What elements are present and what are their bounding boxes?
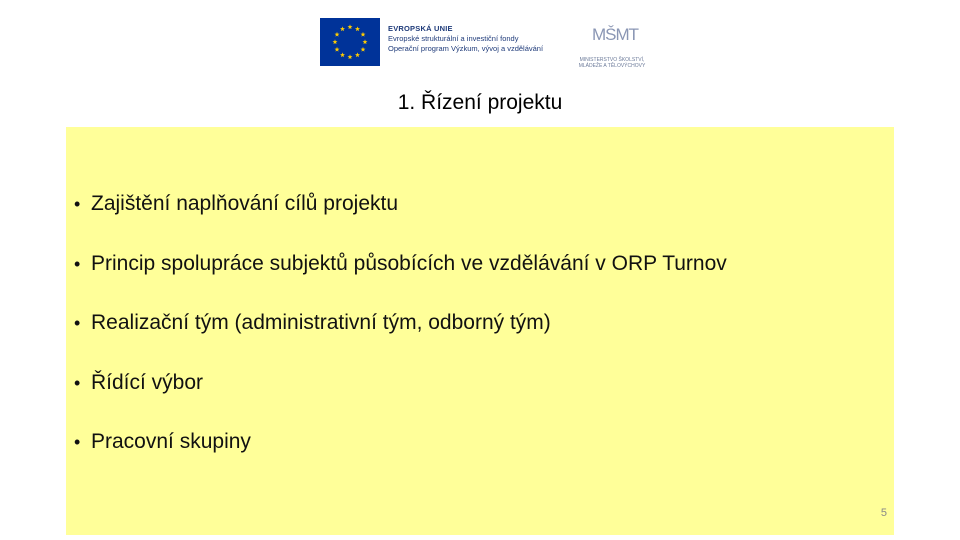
msmt-caption-line2: MLÁDEŽE A TĚLOVÝCHOVY <box>578 63 646 69</box>
bullet-icon: • <box>74 313 81 333</box>
bullet-text: Řídící výbor <box>91 370 204 394</box>
eu-logo-text <box>388 24 578 54</box>
eu-logo-line1: Evropské strukturální a investiční fondy <box>388 34 519 43</box>
logo-bar <box>320 18 660 72</box>
eu-logo-line2: Operační program Výzkum, vývoj a vzdělávání <box>388 44 544 53</box>
bullet-icon: • <box>74 372 81 393</box>
bullet-icon: • <box>74 194 81 214</box>
eu-flag-icon <box>320 18 380 66</box>
bullet-text: Zajištění naplňování cílů projektu <box>91 192 399 215</box>
eu-logo-title: EVROPSKÁ UNIE <box>388 24 453 33</box>
slide-number: 5 <box>880 507 887 519</box>
msmt-logo-mark: MŠMT <box>592 25 639 44</box>
bullet-list <box>74 189 727 487</box>
bullet-item <box>74 249 727 309</box>
slide-title: 1. Řízení projektu <box>397 91 563 114</box>
bullet-item <box>74 368 727 428</box>
bullet-icon: • <box>74 432 81 452</box>
bullet-text: Pracovní skupiny <box>91 430 251 453</box>
bullet-text: Realizační tým (administrativní tým, odborný tým) <box>91 311 551 334</box>
msmt-caption-line1: MINISTERSTVO ŠKOLSTVÍ, <box>579 57 645 63</box>
msmt-logo-caption <box>564 57 660 69</box>
bullet-item <box>74 189 727 249</box>
bullet-item <box>74 427 727 487</box>
bullet-icon: • <box>74 253 81 274</box>
content-box <box>66 127 894 535</box>
bullet-text: Princip spolupráce subjektů působících ve vzdělávání v ORP Turnov <box>91 251 727 275</box>
bullet-item <box>74 308 727 368</box>
